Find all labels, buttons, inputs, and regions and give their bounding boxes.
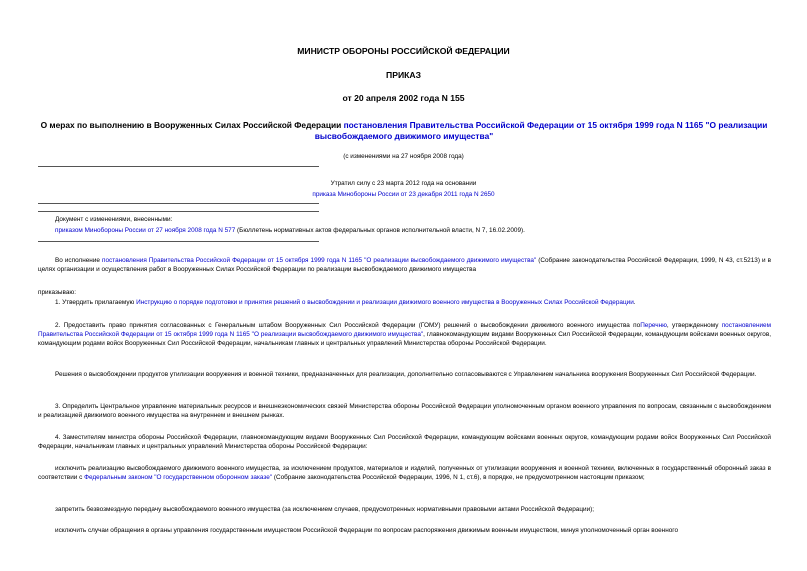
lost-force-order-link-text[interactable]: приказа Минобороны России от 23 декабря 2011 года N 2650 bbox=[312, 191, 495, 198]
paragraph-2 bbox=[38, 321, 771, 348]
changes-box-label: Документ с изменениями, внесенными: bbox=[55, 216, 173, 223]
doc-type-heading: ПРИКАЗ bbox=[386, 70, 421, 80]
paragraph-4a-text: исключить реализацию высвобождаемого движимого военного имущества, за исключением продуктов, материалов и изделий, полученных от утилизации вооружения и военной техники, включенных в государственный оборонный заказ в соответствии с bbox=[38, 465, 771, 481]
preamble-text: Во исполнение bbox=[55, 257, 102, 264]
changes-order-link[interactable]: приказом Минобороны России от 27 ноября 2008 года N 577 bbox=[55, 227, 236, 234]
lost-force-order-link[interactable] bbox=[0, 190, 807, 199]
document-title bbox=[38, 120, 770, 142]
paragraph-2b: Решения о высвобождении продуктов утилизации вооружения и военной техники, предназначенных для реализации, дополнительно согласовываются с Управлением начальника вооружения Вооруженных Сил Российской Федерации. bbox=[55, 371, 757, 378]
federal-law-link[interactable]: Федеральным законом "О государственном оборонном заказе" bbox=[84, 474, 273, 481]
divider bbox=[38, 166, 319, 167]
title-decree-link[interactable]: постановления Правительства Российской Федерации от 15 октября 1999 года N 1165 "О реализации высвобождаемого движимого имущества" bbox=[314, 120, 768, 141]
doc-date-heading: от 20 апреля 2002 года N 155 bbox=[342, 93, 465, 103]
paragraph-1-text: 1. Утвердить прилагаемую bbox=[55, 299, 137, 306]
paragraph-4c: исключить случаи обращения в органы управления государственным имуществом Российской Федерации по вопросам распоряжения движимым военным имуществом, минуя уполномоченный орган военного bbox=[55, 527, 679, 534]
divider bbox=[38, 203, 319, 204]
paragraph-2-mid: , утвержденному bbox=[666, 322, 722, 329]
paragraph-2-end: , главнокомандующим видами Вооруженных Сил Российской Федерации, командующим войсками военных округов, командующим родами войск Вооруженных Сил Российской Федерации, начальникам главных и центральных управлений Министерства обороны Российской Федерации. bbox=[38, 331, 771, 347]
paragraph-4a bbox=[38, 464, 771, 482]
divider bbox=[38, 211, 319, 212]
paragraph-2-text: 2. Предоставить право принятия согласованных с Генеральным штабом Вооруженных Сил Российской Федерации (ГОМУ) решений о высвобождении движимого военного имущества по bbox=[55, 322, 641, 329]
paragraph-1 bbox=[38, 298, 771, 307]
paragraph-4a-end: (Собрание законодательства Российской Федерации, 1996, N 1, ст.6), в порядке, не предусмотренном настоящим приказом; bbox=[272, 474, 645, 481]
amendment-note: (с изменениями на 27 ноября 2008 года) bbox=[343, 153, 464, 160]
instruction-link[interactable]: Инструкцию о порядке подготовки и принятия решений о высвобождении и реализации движимого военного имущества в Вооруженных Силах Российской Федерации bbox=[136, 299, 634, 306]
order-word: приказываю: bbox=[38, 289, 76, 296]
paragraph-4: 4. Заместителям министра обороны Российской Федерации, главнокомандующим видами Вооруженных Сил Российской Федерации, командующим войсками военных округов, командующим родами войск Вооруженных Сил Российской Федерации, начальникам главных и центральных управлений Министерства обороны Российской Федерации: bbox=[38, 434, 771, 450]
divider bbox=[38, 241, 319, 242]
lost-force-line: Утратил силу с 23 марта 2012 года на основании bbox=[330, 180, 477, 187]
preamble-decree-link[interactable]: постановления Правительства Российской Федерации от 15 октября 1999 года N 1165 "О реализации высвобождаемого движимого имущества" bbox=[102, 257, 537, 264]
paragraph-4b: запретить безвозмездную передачу высвобождаемого военного имущества (за исключением случаев, предусмотренных нормативными правовыми актами Российской Федерации); bbox=[55, 506, 595, 513]
changes-box-source: (Бюллетень нормативных актов федеральных органов исполнительной власти, N 7, 16.02.2009). bbox=[235, 227, 525, 234]
paragraph-2-decree-link[interactable]: постановлением Правительства Российской Федерации от 15 октября 1999 года N 1165 "О реализации высвобождаемого движимого имущества" bbox=[38, 322, 771, 338]
paragraph-1-end: . bbox=[633, 299, 636, 306]
ministry-heading: МИНИСТР ОБОРОНЫ РОССИЙСКОЙ ФЕДЕРАЦИИ bbox=[297, 46, 510, 56]
title-text: О мерах по выполнению в Вооруженных Силах Российской Федерации bbox=[40, 120, 344, 130]
paragraph-3: 3. Определить Центральное управление материальных ресурсов и внешнеэкономических связей Министерства обороны Российской Федерации уполномоченным органом военного управления по вопросам, связанным с высвобождением и реализацией движимого военного имущества на внутреннем и внешнем рынках. bbox=[38, 403, 771, 419]
preamble-text-end: (Собрание законодательства Российской Федерации, 1999, N 43, ст.5213) и в целях организации и осуществления работ в Вооруженных Силах Российской Федерации по реализации высвобождаемого движимого имущества bbox=[38, 257, 771, 273]
list-link[interactable]: Перечню bbox=[640, 322, 667, 329]
preamble-paragraph bbox=[38, 256, 771, 274]
changes-box-line bbox=[55, 226, 525, 235]
